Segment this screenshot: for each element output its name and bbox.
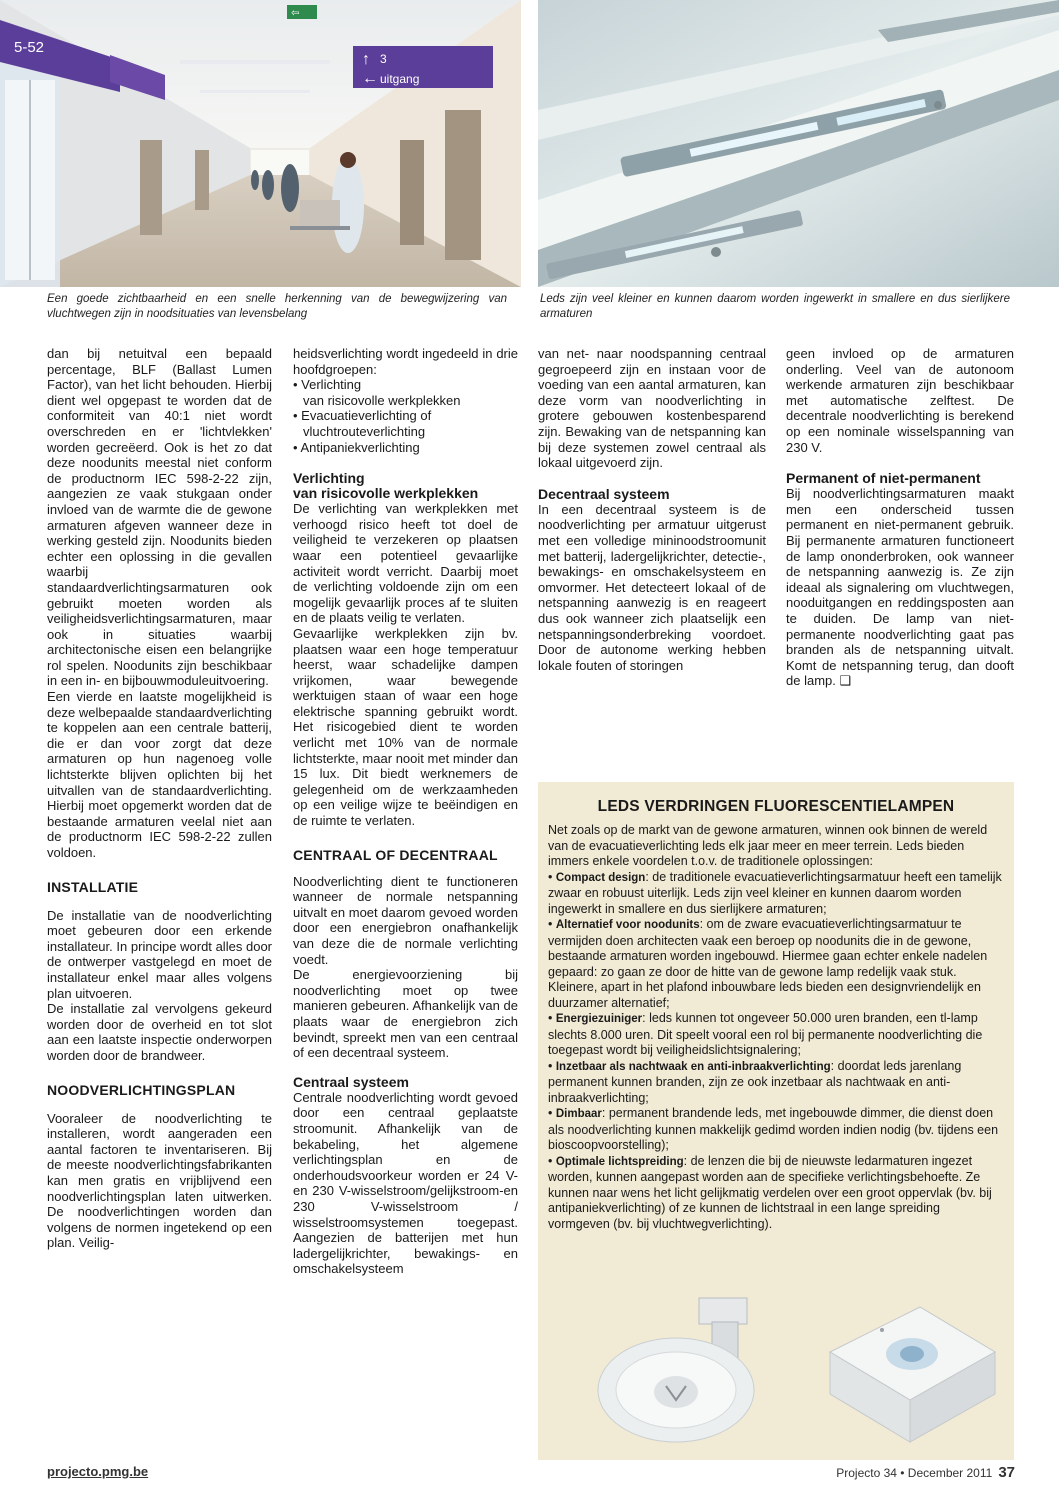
box-intro: Net zoals op de markt van de gewone armaturen, winnen ook binnen de wereld van de evacuatieverlichting leds elk jaar meer en meer terrein. Leds bieden immers enkele voordelen t.o.v. de traditionele oplossingen: [548, 823, 988, 868]
column-2 [293, 346, 518, 1277]
box-item-text: : doordat leds jarenlang permanent kunnen branden, zijn ze ook inzetbaar als nachtwaak en anti-inbraakverlichting; [548, 1058, 962, 1105]
col4-paragraph: geen invloed op de armaturen onderling. Veel van de autonoom werkende armaturen zijn beschikbaar met automatische zelftest. De decentrale noodverlichting is berekend op een nominale wisselspanning van 230 V. [786, 346, 1014, 455]
list-item: • Evacuatieverlichting of [293, 408, 432, 424]
box-list-item [548, 917, 1004, 1011]
col2-paragraph: heidsverlichting wordt ingedeeld in drie hoofdgroepen: [293, 346, 518, 377]
box-item-text: : de traditionele evacuatieverlichtingsarmatuur heeft een tamelijk zwaar en robuust uiterlijk. Leds zijn veel kleiner en kunnen daarom worden ingewerkt in smallere en dus sierlijkere armaturen; [548, 869, 1002, 916]
col3-paragraph: van net- naar noodspanning centraal gegroepeerd zijn en instaan voor de voeding van een aantal armaturen, kan deze vorm van noodverlichting in grotere gebouwen kostenbesparend zijn. Bewaking van de netspanning kan bij deze systemen zowel centraal als lokaal uitgevoerd zijn. [538, 346, 766, 471]
column-1 [47, 346, 272, 1251]
col2-paragraph: De energievoorziening bij noodverlichting moet op twee manieren gebeuren. Afhankelijk van de plaats waar de energiebron zich bevindt, spreekt men van een centraal of een decentraal systeem. [293, 967, 518, 1061]
heading-verlichting-2: van risicovolle werkplekken [293, 485, 479, 502]
box-list [548, 870, 1004, 1233]
col1-paragraph: De installatie van de noodverlichting moet gebeuren door een erkende installateur. In principe wordt alles door de ontwerper vastgelegd en moet de installateur enkel maar alles volgens plan uitvoeren. [47, 907, 272, 1001]
svg-text:↑: ↑ [362, 51, 370, 68]
box-item-label: Optimale lichtspreiding [555, 1155, 684, 1168]
box-item-text: : leds kunnen tot ongeveer 50.000 uren branden, een tl-lamp slechts 8.000 uren. Dit speelt vooral een rol bij permanente noodverlichting die toegepast wordt bij veiligheidslichtsignalering; [548, 1011, 983, 1057]
square-luminaire-photo [820, 1282, 1000, 1452]
col2-paragraph: De verlichting van werkplekken met verhoogd risico heeft tot doel de veiligheid te verzekeren op plaatsen waar een potentieel gevaarlijke activiteit wordt verricht. Daarbij moet de verlichting voldoende zijn om een mogelijk gevaarlijk proces af te sluiten en de plaats veilig te verlaten. [293, 501, 518, 626]
heading-decentraal-systeem: Decentraal systeem [538, 485, 670, 502]
box-list-item [548, 1106, 1004, 1154]
footer-website[interactable]: projecto.pmg.be [47, 1464, 149, 1479]
bullet-icon: • [548, 1106, 556, 1120]
col1-paragraph: Een vierde en laatste mogelijkheid is deze welbepaalde standaardverlichting te koppelen aan een centrale batterij, die er dan voor zorgt dat deze armaturen op hun nagenoeg volle lichtsterkte blijven oplichten bij het uitvallen van de standaardverlichting. Hierbij moet opgemerkt worden dat de bestaande armaturen veelal niet aan de productnorm IEC 598-2-22 zullen voldoen. [47, 689, 272, 860]
heading-centraal-of-decentraal: CENTRAAL OF DECENTRAAL [293, 846, 498, 863]
heading-permanent: Permanent of niet-permanent [786, 470, 981, 487]
heading-centraal-systeem: Centraal systeem [293, 1073, 409, 1090]
box-item-label: Compact design [555, 871, 646, 884]
svg-text:←: ← [362, 70, 378, 87]
box-item-text: : de lenzen die bij de nieuwste ledarmaturen ingezet worden, kunnen aangepast worden aan de specifieke verlichtingsbehoefte. Ze kunnen naar wens het licht gelijkmatig verdelen over een groot oppervlak (bv. bij antipaniekverlichting) of ze kunnen de lichtstraal in een lange spreiding vormgeven (bv. bij vluchtwegverlichting). [548, 1153, 992, 1231]
page-number: 37 [998, 1464, 1015, 1481]
bullet-icon: • [548, 1011, 556, 1025]
box-list-item [548, 870, 1004, 918]
footer-issue [836, 1464, 1015, 1481]
box-item-label: Inzetbaar als nachtwaak en anti-inbraakverlichting [555, 1060, 831, 1073]
sign-right-line1: 3 [380, 52, 387, 66]
col3-paragraph: In een decentraal systeem is de noodverlichting per armatuur uitgerust met een volledige mininoodstroomunit met batterij, ladergelijkrichter, detectie-, bewakings- en omschakelsysteem en omvormer. Het detecteert lokaal of de netspanning aanwezig is en reageert dus ook wanneer zich plaatselijk een netspanningsonderbreking voordoet. Door de autonome werking hebben lokale fouten of storingen [538, 501, 766, 673]
column-4 [786, 346, 1014, 689]
round-luminaire-photo [594, 1292, 794, 1447]
box-text [548, 823, 1004, 1232]
caption-right: Leds zijn veel kleiner en kunnen daarom worden ingewerkt in smallere en dus sierlijkere armaturen [540, 293, 1010, 320]
list-item: • Verlichting [293, 377, 362, 393]
box-item-text: : om de zware evacuatieverlichtingsarmatuur te vermijden doen architecten vaak een beroep op noodunits die in de gewone, bestaande armaturen worden ingebouwd. Hiermee gaan echter enkele nadelen gepaard: zo gaan ze door de hitte van de gewone lamp redelijk vaak stuk. Kleinere, apart in het plafond inbouwbare leds bieden een designvriendelijk en duurzamer alternatief; [548, 917, 988, 1010]
bullet-icon: • [548, 1153, 556, 1168]
end-mark-icon: ❑ [839, 673, 852, 689]
list-item: van risicovolle werkplekken [303, 392, 461, 408]
heading-installatie: INSTALLATIE [47, 878, 139, 895]
col2-paragraph: Gevaarlijke werkplekken zijn bv. plaatsen waar een hoge temperatuur heerst, waar schadelijke dampen vrijkomen, waar bewegende werktuigen staan of waar een hoge elektrische spanning gebruikt wordt. Het risicogebied dient te worden verlicht met 10% van de normale lichtsterkte, maar nooit met minder dan 15 lux. Dit biedt werknemers de gelegenheid om de werkzaamheden op een veilige wijze te beëindigen en de ruimte te verlaten. [293, 625, 518, 829]
heading-verlichting: Verlichting [293, 470, 365, 487]
col1-paragraph: dan bij netuitval een bepaald percentage, BLF (Ballast Lumen Factor), van het licht behouden. Hierbij dient wel opgepast te worden dat de conformiteit van 40:1 niet wordt overschreden en er 'lichtvlekken' worden gecreëerd. Ook is het zo dat deze noodunits meestal niet conform de productnorm IEC 598-2-22 zijn, aangezien ze vaak stukgaan onder invloed van de warmte die de gewone armaturen afgeven wanneer deze in werking gesteld zijn. Noodunits bieden echter een oplossing in die gevallen waarbij standaardverlichtingsarmaturen ook gebruikt moeten worden als veiligheidsverlichtingsarmaturen, maar ook in situaties waarbij architectonische eisen een belangrijke rol spelen. Noodunits zijn beschikbaar in een in- en bijbouwmoduleuitvoering. [47, 346, 272, 689]
box-list-item [548, 1154, 1004, 1233]
svg-text:⇦: ⇦ [291, 8, 300, 19]
box-item-label: Alternatief voor noodunits [555, 919, 700, 931]
list-item: • Antipaniekverlichting [293, 439, 420, 455]
box-list-item [548, 1059, 1004, 1107]
box-list-item [548, 1011, 1004, 1059]
col2-paragraph: Noodverlichting dient te functioneren wanneer de normale netspanning uitvalt en moet daarom gevoed worden door een energiebron onafhankelijk van deze die de normale verlichting voedt. [293, 873, 518, 967]
col2-paragraph: Centrale noodverlichting wordt gevoed door een centraal geplaatste stroomunit. Afhankelijk van de bekabeling, het algemene verlichtingsplan en de onderhoudsvoorkeur worden er 24 V- en 230 V-wisselstroom/gelijkstroom-en 230 V-wisselstroom / wisselstroomsystemen toegepast. Aangezien de batterijen met hun ladergelijkrichter, bewakings- en omschakelsysteem [293, 1089, 518, 1277]
footer-issue-text: Projecto 34 • December 2011 [836, 1466, 993, 1480]
col4-paragraph: Bij noodverlichtingsarmaturen maakt men een onderscheid tussen permanent en niet-permanent gebruik. Bij permanente armaturen functioneert de lamp ononderbroken, ook wanneer de netspanning aanwezig is. Ze zijn ideaal als signalering om vluchtwegen, nooduitgangen en reddingsposten aan te duiden. De lamp van niet-permanente noodverlichting gaat pas branden als de netspanning uitvalt. Komt de netspanning terug, dan dooft de lamp. [786, 486, 1014, 689]
groups-list [293, 377, 518, 455]
ceiling-photo [538, 0, 1059, 287]
col1-paragraph: De installatie zal vervolgens gekeurd worden door de overheid en tot slot aan een laatste inspectie onderworpen worden door de brandweer. [47, 1001, 272, 1063]
box-item-text: : permanent brandende leds, met ingebouwde dimmer, die dienst doen als noodverlichting kunnen makkelijk gedimd worden indien nodig (bv. tijdens een bioscoopvoorstelling); [548, 1106, 999, 1152]
sign-left-text: 5-52 [14, 39, 45, 56]
corridor-photo [0, 0, 521, 287]
col1-paragraph: Vooraleer de noodverlichting te installeren, wordt aangeraden een aantal factoren te inventariseren. Bij de meeste noodverlichtingsfabrikanten kan men gratis en vrijblijvend een noodverlichtingsplan laten uitwerken. De noodverlichtingen worden dan volgens de normen ingetekend op een plan. Veilig- [47, 1110, 272, 1251]
bullet-icon: • [548, 917, 556, 931]
box-title: LEDS VERDRINGEN FLUORESCENTIELAMPEN [597, 798, 955, 815]
column-3 [538, 346, 766, 673]
bullet-icon: • [548, 1058, 556, 1073]
box-item-label: Dimbaar [555, 1108, 602, 1120]
list-item: vluchtrouteverlichting [303, 423, 426, 439]
bullet-icon: • [548, 869, 556, 884]
sign-right-line2: uitgang [380, 72, 420, 86]
leds-sidebar-box [538, 782, 1014, 1460]
caption-left: Een goede zichtbaarheid en een snelle herkenning van de bewegwijzering van vluchtwegen zijn in noodsituaties van levensbelang [47, 293, 507, 320]
heading-noodverlichtingsplan: NOODVERLICHTINGSPLAN [47, 1081, 236, 1098]
box-item-label: Energiezuiniger [555, 1013, 643, 1025]
